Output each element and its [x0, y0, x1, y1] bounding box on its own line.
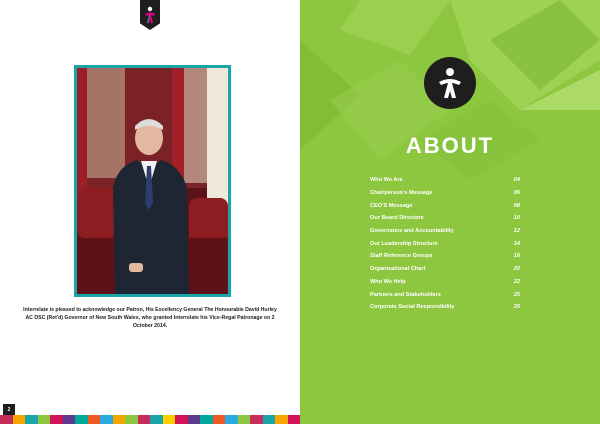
color-strip-segment: [100, 415, 113, 424]
toc-item[interactable]: [370, 199, 520, 212]
toc-item-label: Our Board Directors: [370, 215, 424, 222]
right-page: [300, 0, 600, 424]
color-strip-segment: [188, 415, 201, 424]
color-strip-segment: [0, 415, 13, 424]
toc-item[interactable]: [370, 212, 520, 225]
toc-item[interactable]: [370, 187, 520, 200]
toc-item-page: 04: [513, 177, 520, 184]
section-title: ABOUT: [405, 133, 495, 158]
color-strip-segment: [75, 415, 88, 424]
interrelate-emblem-icon: [424, 57, 476, 109]
toc-item[interactable]: [370, 237, 520, 250]
toc-item-label: Who We Help: [370, 278, 406, 285]
color-strip-segment: [138, 415, 151, 424]
toc-item-page: 26: [513, 304, 520, 311]
page-number: 2: [3, 404, 15, 416]
toc-item-label: CEO'S Message: [370, 202, 413, 209]
color-strip-segment: [263, 415, 276, 424]
color-strip-segment: [163, 415, 176, 424]
toc-item-label: Corporate Social Responsibility: [370, 304, 455, 311]
toc-item-page: 16: [513, 253, 520, 260]
toc-item[interactable]: [370, 301, 520, 314]
color-strip-segment: [200, 415, 213, 424]
color-strip-segment: [125, 415, 138, 424]
color-strip-segment: [175, 415, 188, 424]
patron-caption: Interrelate is pleased to acknowledge our Patron, His Excellency General The Honourable David Hurley AC DSC (Ret'd) Governor of New South Wales, who granted Interrelate his Vice-Regal Patronage on 2 October 2014.: [23, 307, 277, 329]
toc-item-page: 12: [513, 228, 520, 235]
color-strip-segment: [213, 415, 226, 424]
toc-item[interactable]: [370, 174, 520, 187]
toc-item[interactable]: [370, 225, 520, 238]
toc-item-label: Organisational Chart: [370, 266, 426, 273]
color-strip-segment: [113, 415, 126, 424]
toc-item[interactable]: [370, 263, 520, 276]
color-strip-segment: [250, 415, 263, 424]
color-strip-segment: [288, 415, 301, 424]
toc-item-label: Chairperson's Message: [370, 190, 433, 197]
toc-item-page: 25: [513, 291, 520, 298]
toc-item-label: Staff Reference Groups: [370, 253, 433, 260]
patron-portrait: [74, 65, 231, 297]
toc-item-label: Partners and Stakeholders: [370, 291, 441, 298]
logo-badge: [140, 0, 160, 30]
color-strip-segment: [225, 415, 238, 424]
color-strip-segment: [238, 415, 251, 424]
color-strip-segment: [88, 415, 101, 424]
color-strip-segment: [38, 415, 51, 424]
color-strip-segment: [13, 415, 26, 424]
toc-item-page: 14: [513, 240, 520, 247]
toc-item-label: Who We Are: [370, 177, 403, 184]
toc-item-page: 20: [513, 266, 520, 273]
toc-item[interactable]: [370, 276, 520, 289]
toc-item-label: Governance and Accountability: [370, 228, 454, 235]
color-strip-segment: [25, 415, 38, 424]
color-strip-segment: [63, 415, 76, 424]
toc-item-page: 06: [513, 190, 520, 197]
color-strip: [0, 415, 300, 424]
toc-item-page: 22: [513, 278, 520, 285]
color-strip-segment: [150, 415, 163, 424]
table-of-contents: [370, 174, 520, 314]
toc-item-page: 10: [513, 215, 520, 222]
toc-item[interactable]: [370, 288, 520, 301]
interrelate-logo-icon: [143, 6, 157, 24]
toc-item[interactable]: [370, 250, 520, 263]
color-strip-segment: [275, 415, 288, 424]
toc-item-page: 08: [513, 202, 520, 209]
toc-item-label: Our Leadership Structure: [370, 240, 438, 247]
color-strip-segment: [50, 415, 63, 424]
